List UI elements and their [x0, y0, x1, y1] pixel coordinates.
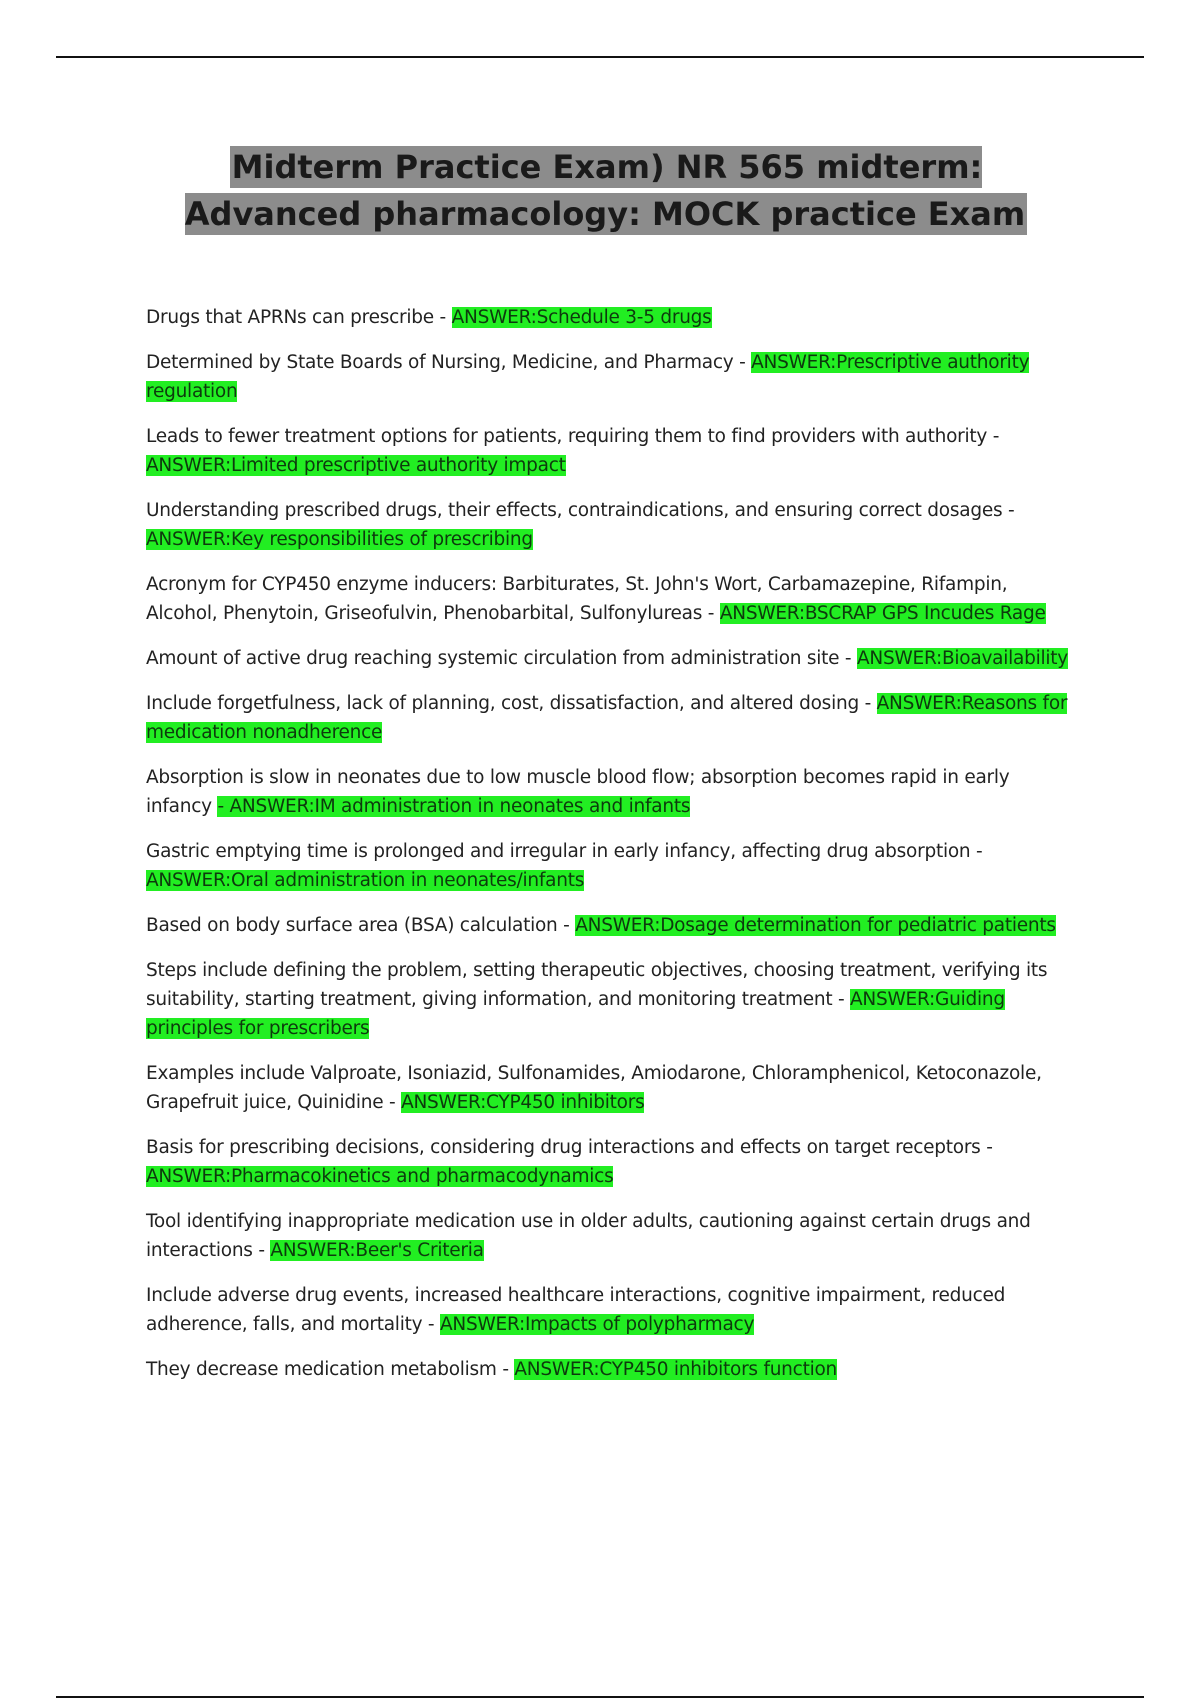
- question-text: Determined by State Boards of Nursing, Medicine, and Pharmacy -: [146, 352, 752, 373]
- qa-item: [146, 1355, 1080, 1384]
- question-text: Basis for prescribing decisions, considering drug interactions and effects on target receptors -: [146, 1137, 993, 1158]
- question-text: Include adverse drug events, increased healthcare interactions, cognitive impairment, reduced adherence, falls, and mortality -: [146, 1285, 1006, 1335]
- top-rule: [56, 56, 1144, 58]
- answer-text: ANSWER:BSCRAP GPS Incudes Rage: [719, 603, 1046, 624]
- question-text: Gastric emptying time is prolonged and irregular in early infancy, affecting drug absorption -: [146, 841, 983, 862]
- question-text: Examples include Valproate, Isoniazid, Sulfonamides, Amiodarone, Chloramphenicol, Ketoconazole, Grapefruit juice, Quinidine -: [146, 1063, 1042, 1113]
- question-text: Leads to fewer treatment options for patients, requiring them to find providers with authority -: [146, 426, 1000, 447]
- answer-text: ANSWER:Limited prescriptive authority impact: [146, 455, 566, 476]
- page-title-text: Midterm Practice Exam) NR 565 midterm: Advanced pharmacology: MOCK practice Exam: [184, 148, 1026, 233]
- question-text: They decrease medication metabolism -: [146, 1359, 515, 1380]
- page-title: [146, 144, 1066, 238]
- question-text: Based on body surface area (BSA) calculation -: [146, 915, 576, 936]
- answer-text: ANSWER:Key responsibilities of prescribing: [146, 529, 533, 550]
- bottom-rule: [56, 1696, 1144, 1698]
- qa-item: [146, 1207, 1080, 1265]
- qa-item: [146, 956, 1080, 1043]
- qa-item: [146, 570, 1080, 628]
- qa-item: [146, 644, 1080, 673]
- question-text: Understanding prescribed drugs, their effects, contraindications, and ensuring correct dosages -: [146, 500, 1015, 521]
- question-text: Include forgetfulness, lack of planning, cost, dissatisfaction, and altered dosing -: [146, 693, 877, 714]
- answer-text: ANSWER:Prescriptive authority regulation: [146, 352, 1030, 402]
- qa-item: [146, 496, 1080, 554]
- question-answer-list: [146, 303, 1080, 1400]
- question-text: Steps include defining the problem, setting therapeutic objectives, choosing treatment, verifying its suitability, starting treatment, giving information, and monitoring treatment -: [146, 960, 1048, 1010]
- answer-text: ANSWER:Beer's Criteria: [270, 1240, 484, 1261]
- question-text: Absorption is slow in neonates due to low muscle blood flow; absorption becomes rapid in early infancy: [146, 767, 1010, 817]
- answer-text: ANSWER:Dosage determination for pediatric patients: [575, 915, 1056, 936]
- question-text: Amount of active drug reaching systemic circulation from administration site -: [146, 648, 857, 669]
- answer-text: ANSWER:Bioavailability: [856, 648, 1068, 669]
- qa-item: [146, 1059, 1080, 1117]
- qa-item: [146, 348, 1080, 406]
- qa-item: [146, 422, 1080, 480]
- qa-item: [146, 837, 1080, 895]
- answer-text: ANSWER:CYP450 inhibitors: [401, 1092, 645, 1113]
- question-text: Drugs that APRNs can prescribe -: [146, 307, 452, 328]
- answer-text: ANSWER:Pharmacokinetics and pharmacodynamics: [146, 1166, 614, 1187]
- answer-text: ANSWER:Guiding principles for prescribers: [146, 989, 1005, 1039]
- question-text: Acronym for CYP450 enzyme inducers: Barbiturates, St. John's Wort, Carbamazepine, Rifampin, Alcohol, Phenytoin, Griseofulvin, Phenobarbital, Sulfonylureas -: [146, 574, 1008, 624]
- answer-text: ANSWER:Reasons for medication nonadherence: [146, 693, 1068, 743]
- answer-text: ANSWER:Oral administration in neonates/infants: [146, 870, 585, 891]
- qa-item: [146, 1281, 1080, 1339]
- qa-item: [146, 303, 1080, 332]
- qa-item: [146, 763, 1080, 821]
- answer-text: ANSWER:Schedule 3-5 drugs: [451, 307, 712, 328]
- qa-item: [146, 689, 1080, 747]
- answer-text: ANSWER:Impacts of polypharmacy: [439, 1314, 755, 1335]
- answer-text: - ANSWER:IM administration in neonates and infants: [217, 796, 691, 817]
- qa-item: [146, 911, 1080, 940]
- question-text: Tool identifying inappropriate medication use in older adults, cautioning against certain drugs and interactions -: [146, 1211, 1031, 1261]
- qa-item: [146, 1133, 1080, 1191]
- answer-text: ANSWER:CYP450 inhibitors function: [514, 1359, 838, 1380]
